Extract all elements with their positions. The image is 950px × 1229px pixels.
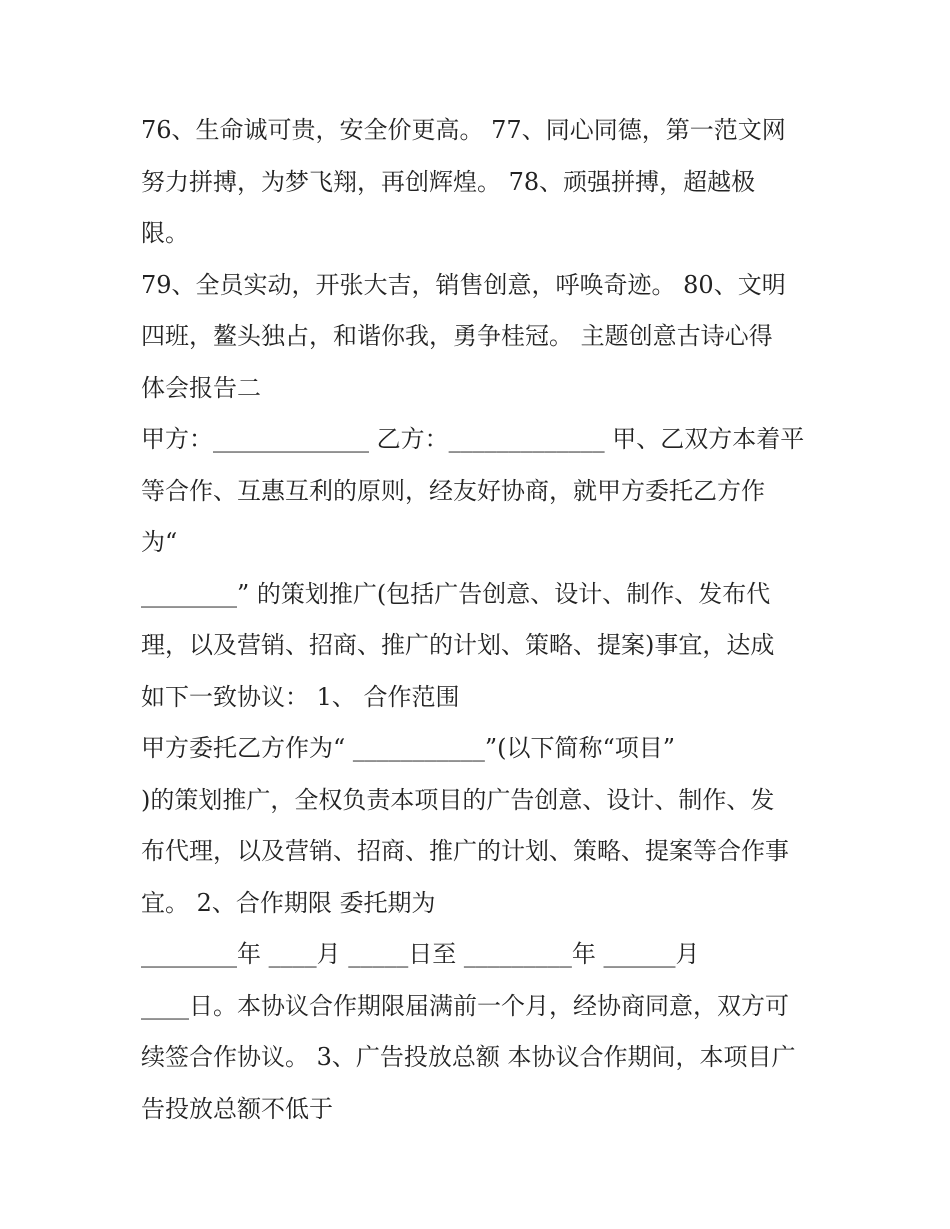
text-line: 宜。 2、合作期限 委托期为 — [141, 888, 436, 917]
text-line: 布代理，以及营销、招商、推广的计划、策略、提案等合作事 — [141, 837, 789, 865]
text-line: 甲方委托乙方作为“ ___________”(以下简称“项目” — [141, 734, 676, 762]
text-line: 限。 — [141, 219, 189, 247]
text-line: 续签合作协议。 3、广告投放总额 本协议合作期间，本项目广 — [141, 1043, 796, 1071]
text-line: 理，以及营销、招商、推广的计划、策略、提案)事宜，达成 — [141, 631, 775, 659]
text-line: 等合作、互惠互利的原则，经友好协商，就甲方委托乙方作 — [141, 476, 765, 505]
text-line: 79、全员实动，开张大吉，销售创意，呼唤奇迹。 80、文明 — [141, 270, 786, 299]
text-line: 为“ — [141, 528, 178, 556]
text-line: ________” 的策划推广(包括广告创意、设计、制作、发布代 — [141, 579, 771, 608]
text-line: 如下一致协议： 1、 合作范围 — [141, 682, 460, 711]
text-line: ________年 ____月 _____日至 _________年 ______月 — [141, 940, 700, 968]
text-line: )的策划推广，全权负责本项目的广告创意、设计、制作、发 — [141, 785, 775, 814]
text-line: 四班，鳌头独占，和谐你我，勇争桂冠。 主题创意古诗心得 — [141, 322, 773, 350]
text-line: 告投放总额不低于 — [141, 1094, 333, 1123]
text-line: ____日。本协议合作期限届满前一个月，经协商同意，双方可 — [141, 991, 789, 1020]
text-line: 体会报告二 — [141, 373, 261, 402]
text-line: 努力拼搏，为梦飞翔，再创辉煌。 78、顽强拼搏，超越极 — [141, 167, 756, 196]
text-line: 甲方：_____________ 乙方：_____________ 甲、乙双方本着平 — [141, 425, 805, 453]
text-line: 76、生命诚可贵，安全价更高。 77、同心同德，第一范文网 — [141, 116, 786, 144]
document-body — [141, 108, 821, 1138]
